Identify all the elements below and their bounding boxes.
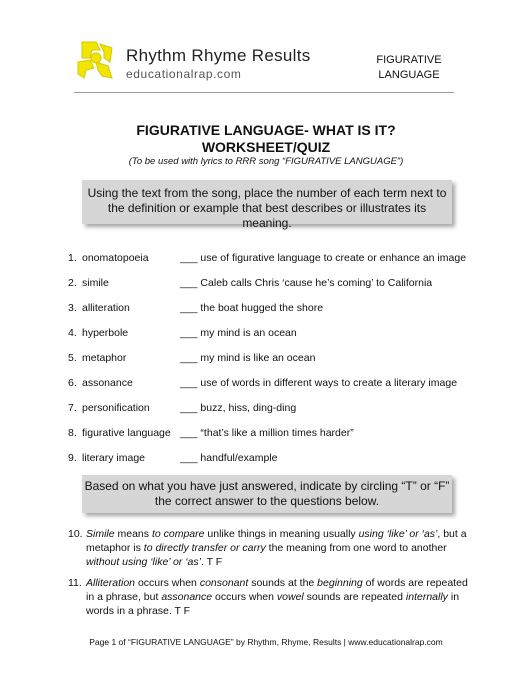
definition-blank[interactable]: ___ the boat hugged the shore — [180, 302, 324, 314]
question-number: 10. — [68, 528, 83, 540]
question-text-segment: occurs when — [212, 591, 277, 603]
page-title: FIGURATIVE LANGUAGE- WHAT IS IT? — [136, 122, 396, 138]
instruction-line-1: Based on what you have just answered, indicate by circling “T” or “F” — [84, 479, 450, 493]
term-row — [68, 377, 488, 391]
definition-blank[interactable]: ___ use of figurative language to create or enhance an image — [180, 252, 467, 264]
definition-blank[interactable]: ___ handful/example — [180, 452, 278, 464]
term-row — [68, 352, 488, 366]
question-text-segment: to directly transfer or carry — [143, 542, 266, 554]
term-row — [68, 252, 488, 266]
term-number: 5. — [68, 352, 77, 364]
term-name: alliteration — [82, 302, 130, 314]
term-number: 4. — [68, 327, 77, 339]
term-row — [68, 327, 488, 341]
question-text-segment: beginning — [317, 577, 363, 589]
question-text-segment: of words are repeated in a phrase, but — [86, 577, 468, 603]
term-name: hyperbole — [82, 327, 129, 339]
instruction-line-1: Using the text from the song, place the number of each term next to — [87, 186, 447, 200]
question-item — [68, 527, 468, 569]
question-text-segment: vowel — [276, 591, 304, 603]
usage-note: (To be used with lyrics to RRR song “FIGURATIVE LANGUAGE”) — [128, 156, 404, 167]
term-number: 3. — [68, 302, 77, 314]
term-number: 6. — [68, 377, 77, 389]
instruction-line-2: the correct answer to the questions below. — [154, 494, 380, 508]
definition-blank[interactable]: ___ use of words in different ways to create a literary image — [180, 377, 458, 389]
term-row — [68, 402, 488, 416]
definition-blank[interactable]: ___ my mind is like an ocean — [180, 352, 316, 364]
term-row — [68, 302, 488, 316]
question-text-segment: assonance — [161, 591, 213, 603]
question-text-segment: means — [114, 528, 152, 540]
question-text-segment: consonant — [199, 577, 249, 589]
question-text-segment: , but a metaphor is — [86, 528, 467, 554]
definition-blank[interactable]: ___ “that’s like a million times harder” — [180, 427, 354, 439]
question-text — [86, 576, 468, 618]
instruction-box-matching — [82, 180, 452, 230]
question-text-segment: using ‘like’ or ‘as’ — [358, 528, 438, 540]
question-text-segment: to compare — [151, 528, 205, 540]
topic-line-2: LANGUAGE — [378, 69, 440, 81]
question-text-segment: occurs when — [135, 577, 200, 589]
question-text-segment: unlike things in meaning usually — [204, 528, 359, 540]
term-name: figurative language — [82, 427, 171, 439]
term-name: onomatopoeia — [82, 252, 149, 264]
topic-line-1: FIGURATIVE — [376, 54, 442, 66]
brand-url: educationalrap.com — [126, 67, 242, 81]
term-number: 1. — [68, 252, 77, 264]
question-text-segment: sounds are repeated — [303, 591, 406, 603]
question-number: 11. — [68, 577, 82, 589]
question-text-segment: Alliteration — [86, 577, 136, 589]
definition-blank[interactable]: ___ Caleb calls Chris ‘cause he’s coming’ to California — [180, 277, 433, 289]
term-number: 2. — [68, 277, 77, 289]
question-text-segment: in words in a phrase. T F — [86, 591, 460, 617]
question-text — [86, 527, 468, 569]
term-row — [68, 452, 488, 466]
term-number: 9. — [68, 452, 77, 464]
instruction-line-2: the definition or example that best describes or illustrates its meaning. — [107, 201, 427, 230]
term-row — [68, 277, 488, 291]
question-text-segment: Simile — [86, 528, 115, 540]
question-text-segment: internally — [405, 591, 448, 603]
topic-label — [364, 53, 454, 83]
definition-blank[interactable]: ___ my mind is an ocean — [180, 327, 297, 339]
question-item — [68, 576, 468, 618]
term-name: literary image — [82, 452, 146, 464]
question-text-segment: without using ‘like’ or ‘as’ — [86, 556, 201, 568]
header-divider — [74, 92, 454, 93]
definition-blank[interactable]: ___ buzz, hiss, ding-ding — [180, 402, 297, 414]
term-number: 8. — [68, 427, 77, 439]
question-text-segment: sounds at the — [248, 577, 318, 589]
brand-name: Rhythm Rhyme Results — [126, 46, 311, 65]
term-name: simile — [82, 277, 109, 289]
instruction-box-true-false — [82, 475, 452, 513]
term-name: assonance — [82, 377, 133, 389]
term-name: metaphor — [82, 352, 127, 364]
question-text-segment: the meaning from one word to another — [265, 542, 447, 554]
question-text-segment: . T F — [200, 556, 223, 568]
term-name: personification — [82, 402, 150, 414]
page-footer: Page 1 of “FIGURATIVE LANGUAGE” by Rhythm, Rhyme, Results | www.educationalrap.com — [89, 637, 443, 647]
term-row — [68, 427, 488, 441]
rrr-logo-icon — [74, 38, 118, 82]
page-subtitle-heading: WORKSHEET/QUIZ — [201, 139, 331, 155]
term-number: 7. — [68, 402, 77, 414]
